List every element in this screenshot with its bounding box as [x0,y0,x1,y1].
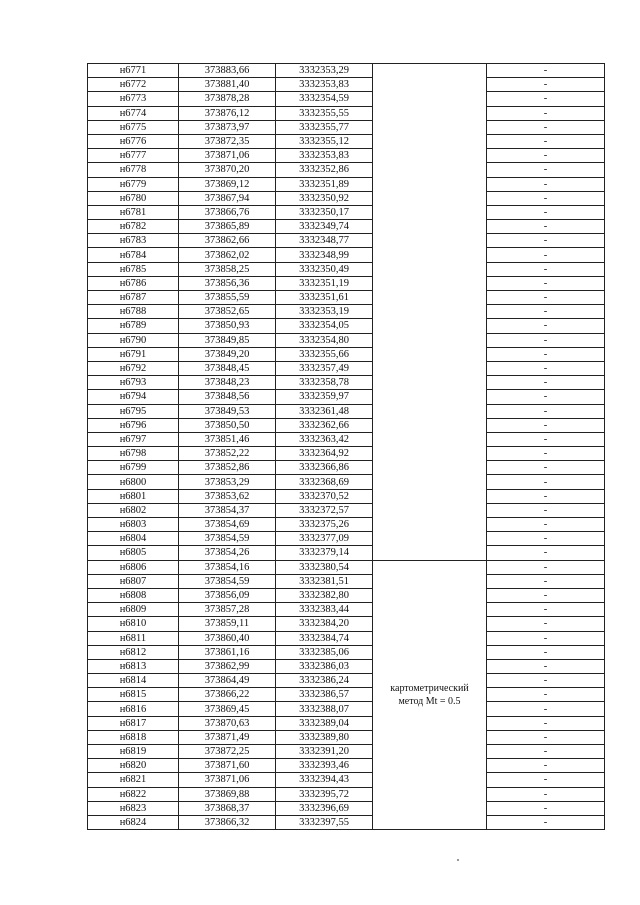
point-name-cell: н6822 [88,787,179,801]
accuracy-cell: - [487,333,605,347]
y-coordinate-cell: 3332351,61 [276,291,373,305]
table-row [88,291,605,305]
table-row [88,631,605,645]
y-coordinate-cell: 3332394,43 [276,773,373,787]
point-name-cell: н6814 [88,674,179,688]
y-coordinate-cell: 3332386,57 [276,688,373,702]
x-coordinate-cell: 373883,66 [179,64,276,78]
table-row [88,134,605,148]
x-coordinate-cell: 373852,86 [179,461,276,475]
y-coordinate-cell: 3332354,80 [276,333,373,347]
accuracy-cell: - [487,759,605,773]
point-name-cell: н6813 [88,659,179,673]
point-name-cell: н6810 [88,617,179,631]
point-name-cell: н6793 [88,376,179,390]
accuracy-cell: - [487,205,605,219]
accuracy-cell: - [487,149,605,163]
y-coordinate-cell: 3332381,51 [276,574,373,588]
accuracy-cell: - [487,220,605,234]
y-coordinate-cell: 3332353,83 [276,149,373,163]
point-name-cell: н6815 [88,688,179,702]
point-name-cell: н6783 [88,234,179,248]
point-name-cell: н6805 [88,546,179,560]
x-coordinate-cell: 373848,23 [179,376,276,390]
y-coordinate-cell: 3332379,14 [276,546,373,560]
accuracy-cell: - [487,702,605,716]
point-name-cell: н6790 [88,333,179,347]
y-coordinate-cell: 3332355,55 [276,106,373,120]
accuracy-cell: - [487,518,605,532]
accuracy-cell: - [487,631,605,645]
table-row [88,730,605,744]
accuracy-cell: - [487,106,605,120]
x-coordinate-cell: 373862,02 [179,248,276,262]
accuracy-cell: - [487,532,605,546]
table-row [88,702,605,716]
point-name-cell: н6799 [88,461,179,475]
y-coordinate-cell: 3332353,19 [276,305,373,319]
x-coordinate-cell: 373861,16 [179,645,276,659]
accuracy-cell: - [487,546,605,560]
accuracy-cell: - [487,78,605,92]
point-name-cell: н6773 [88,92,179,106]
table-row [88,319,605,333]
method-cell [373,560,487,830]
x-coordinate-cell: 373854,37 [179,503,276,517]
table-row [88,688,605,702]
table-row [88,92,605,106]
point-name-cell: н6776 [88,134,179,148]
point-name-cell: н6804 [88,532,179,546]
x-coordinate-cell: 373865,89 [179,220,276,234]
point-name-cell: н6812 [88,645,179,659]
accuracy-cell: - [487,234,605,248]
y-coordinate-cell: 3332382,80 [276,588,373,602]
table-row [88,815,605,829]
y-coordinate-cell: 3332397,55 [276,815,373,829]
point-name-cell: н6779 [88,177,179,191]
table-row [88,801,605,815]
accuracy-cell: - [487,645,605,659]
x-coordinate-cell: 373866,32 [179,815,276,829]
table-row [88,773,605,787]
x-coordinate-cell: 373857,28 [179,603,276,617]
accuracy-cell: - [487,773,605,787]
accuracy-cell: - [487,291,605,305]
table-row [88,716,605,730]
x-coordinate-cell: 373849,20 [179,347,276,361]
x-coordinate-cell: 373854,26 [179,546,276,560]
accuracy-cell: - [487,503,605,517]
x-coordinate-cell: 373850,93 [179,319,276,333]
method-label: картометрический метод Mt = 0.5 [390,682,469,707]
y-coordinate-cell: 3332375,26 [276,518,373,532]
x-coordinate-cell: 373862,99 [179,659,276,673]
table-row [88,205,605,219]
y-coordinate-cell: 3332355,12 [276,134,373,148]
y-coordinate-cell: 3332353,29 [276,64,373,78]
table-row [88,276,605,290]
x-coordinate-cell: 373868,37 [179,801,276,815]
y-coordinate-cell: 3332362,66 [276,418,373,432]
y-coordinate-cell: 3332352,86 [276,163,373,177]
x-coordinate-cell: 373851,46 [179,432,276,446]
y-coordinate-cell: 3332351,89 [276,177,373,191]
accuracy-cell: - [487,376,605,390]
x-coordinate-cell: 373871,06 [179,149,276,163]
accuracy-cell: - [487,248,605,262]
x-coordinate-cell: 373864,49 [179,674,276,688]
point-name-cell: н6774 [88,106,179,120]
y-coordinate-cell: 3332395,72 [276,787,373,801]
point-name-cell: н6803 [88,518,179,532]
accuracy-cell: - [487,716,605,730]
y-coordinate-cell: 3332357,49 [276,361,373,375]
point-name-cell: н6823 [88,801,179,815]
y-coordinate-cell: 3332354,59 [276,92,373,106]
table-row [88,560,605,574]
accuracy-cell: - [487,659,605,673]
y-coordinate-cell: 3332366,86 [276,461,373,475]
point-name-cell: н6806 [88,560,179,574]
table-row [88,361,605,375]
point-name-cell: н6795 [88,404,179,418]
table-row [88,376,605,390]
table-row [88,106,605,120]
point-name-cell: н6784 [88,248,179,262]
x-coordinate-cell: 373848,45 [179,361,276,375]
y-coordinate-cell: 3332348,99 [276,248,373,262]
accuracy-cell: - [487,617,605,631]
table-row [88,489,605,503]
x-coordinate-cell: 373854,59 [179,532,276,546]
table-row [88,759,605,773]
y-coordinate-cell: 3332384,74 [276,631,373,645]
table-row [88,588,605,602]
y-coordinate-cell: 3332364,92 [276,447,373,461]
x-coordinate-cell: 373872,35 [179,134,276,148]
y-coordinate-cell: 3332351,19 [276,276,373,290]
point-name-cell: н6775 [88,120,179,134]
point-name-cell: н6789 [88,319,179,333]
x-coordinate-cell: 373871,49 [179,730,276,744]
table-row [88,262,605,276]
table-row [88,177,605,191]
x-coordinate-cell: 373881,40 [179,78,276,92]
table-row [88,333,605,347]
table-row [88,503,605,517]
point-name-cell: н6796 [88,418,179,432]
accuracy-cell: - [487,120,605,134]
point-name-cell: н6785 [88,262,179,276]
x-coordinate-cell: 373871,06 [179,773,276,787]
x-coordinate-cell: 373854,59 [179,574,276,588]
point-name-cell: н6780 [88,191,179,205]
table-row [88,745,605,759]
accuracy-cell: - [487,461,605,475]
y-coordinate-cell: 3332389,80 [276,730,373,744]
y-coordinate-cell: 3332383,44 [276,603,373,617]
point-name-cell: н6794 [88,390,179,404]
y-coordinate-cell: 3332368,69 [276,475,373,489]
accuracy-cell: - [487,418,605,432]
accuracy-cell: - [487,801,605,815]
table-row [88,163,605,177]
table-row [88,518,605,532]
y-coordinate-cell: 3332359,97 [276,390,373,404]
point-name-cell: н6817 [88,716,179,730]
scan-speck [457,859,459,861]
x-coordinate-cell: 373876,12 [179,106,276,120]
y-coordinate-cell: 3332350,17 [276,205,373,219]
table-row [88,78,605,92]
table-row [88,418,605,432]
point-name-cell: н6771 [88,64,179,78]
point-name-cell: н6792 [88,361,179,375]
y-coordinate-cell: 3332363,42 [276,432,373,446]
y-coordinate-cell: 3332353,83 [276,78,373,92]
coordinates-table-body [88,64,605,830]
y-coordinate-cell: 3332385,06 [276,645,373,659]
table-row [88,447,605,461]
accuracy-cell: - [487,674,605,688]
x-coordinate-cell: 373860,40 [179,631,276,645]
x-coordinate-cell: 373870,63 [179,716,276,730]
x-coordinate-cell: 373866,76 [179,205,276,219]
y-coordinate-cell: 3332370,52 [276,489,373,503]
accuracy-cell: - [487,730,605,744]
point-name-cell: н6786 [88,276,179,290]
y-coordinate-cell: 3332389,04 [276,716,373,730]
point-name-cell: н6782 [88,220,179,234]
x-coordinate-cell: 373855,59 [179,291,276,305]
point-name-cell: н6777 [88,149,179,163]
point-name-cell: н6809 [88,603,179,617]
accuracy-cell: - [487,447,605,461]
accuracy-cell: - [487,134,605,148]
y-coordinate-cell: 3332388,07 [276,702,373,716]
table-row [88,574,605,588]
y-coordinate-cell: 3332393,46 [276,759,373,773]
table-row [88,461,605,475]
accuracy-cell: - [487,603,605,617]
y-coordinate-cell: 3332358,78 [276,376,373,390]
point-name-cell: н6802 [88,503,179,517]
x-coordinate-cell: 373849,53 [179,404,276,418]
y-coordinate-cell: 3332384,20 [276,617,373,631]
accuracy-cell: - [487,489,605,503]
accuracy-cell: - [487,404,605,418]
x-coordinate-cell: 373867,94 [179,191,276,205]
accuracy-cell: - [487,191,605,205]
table-row [88,191,605,205]
coordinates-table [87,63,605,830]
accuracy-cell: - [487,745,605,759]
table-row [88,603,605,617]
accuracy-cell: - [487,163,605,177]
point-name-cell: н6811 [88,631,179,645]
table-row [88,390,605,404]
point-name-cell: н6778 [88,163,179,177]
x-coordinate-cell: 373850,50 [179,418,276,432]
y-coordinate-cell: 3332391,20 [276,745,373,759]
point-name-cell: н6800 [88,475,179,489]
point-name-cell: н6821 [88,773,179,787]
table-row [88,787,605,801]
table-row [88,220,605,234]
x-coordinate-cell: 373849,85 [179,333,276,347]
point-name-cell: н6819 [88,745,179,759]
y-coordinate-cell: 3332396,69 [276,801,373,815]
x-coordinate-cell: 373858,25 [179,262,276,276]
accuracy-cell: - [487,92,605,106]
table-row [88,347,605,361]
y-coordinate-cell: 3332350,92 [276,191,373,205]
accuracy-cell: - [487,688,605,702]
point-name-cell: н6816 [88,702,179,716]
accuracy-cell: - [487,262,605,276]
x-coordinate-cell: 373871,60 [179,759,276,773]
x-coordinate-cell: 373866,22 [179,688,276,702]
point-name-cell: н6788 [88,305,179,319]
table-row [88,645,605,659]
point-name-cell: н6801 [88,489,179,503]
x-coordinate-cell: 373872,25 [179,745,276,759]
accuracy-cell: - [487,276,605,290]
accuracy-cell: - [487,432,605,446]
point-name-cell: н6781 [88,205,179,219]
table-row [88,617,605,631]
y-coordinate-cell: 3332377,09 [276,532,373,546]
point-name-cell: н6798 [88,447,179,461]
x-coordinate-cell: 373854,69 [179,518,276,532]
x-coordinate-cell: 373848,56 [179,390,276,404]
accuracy-cell: - [487,475,605,489]
accuracy-cell: - [487,347,605,361]
y-coordinate-cell: 3332380,54 [276,560,373,574]
x-coordinate-cell: 373856,09 [179,588,276,602]
point-name-cell: н6824 [88,815,179,829]
x-coordinate-cell: 373873,97 [179,120,276,134]
y-coordinate-cell: 3332355,77 [276,120,373,134]
accuracy-cell: - [487,319,605,333]
table-row [88,305,605,319]
accuracy-cell: - [487,588,605,602]
point-name-cell: н6787 [88,291,179,305]
x-coordinate-cell: 373854,16 [179,560,276,574]
x-coordinate-cell: 373856,36 [179,276,276,290]
y-coordinate-cell: 3332355,66 [276,347,373,361]
accuracy-cell: - [487,574,605,588]
table-row [88,546,605,560]
accuracy-cell: - [487,787,605,801]
accuracy-cell: - [487,361,605,375]
x-coordinate-cell: 373852,65 [179,305,276,319]
x-coordinate-cell: 373869,88 [179,787,276,801]
x-coordinate-cell: 373859,11 [179,617,276,631]
point-name-cell: н6818 [88,730,179,744]
accuracy-cell: - [487,177,605,191]
y-coordinate-cell: 3332372,57 [276,503,373,517]
point-name-cell: н6820 [88,759,179,773]
table-row [88,64,605,78]
accuracy-cell: - [487,560,605,574]
table-row [88,149,605,163]
y-coordinate-cell: 3332361,48 [276,404,373,418]
method-cell [373,64,487,561]
table-row [88,475,605,489]
table-row [88,120,605,134]
x-coordinate-cell: 373853,62 [179,489,276,503]
accuracy-cell: - [487,305,605,319]
x-coordinate-cell: 373853,29 [179,475,276,489]
point-name-cell: н6808 [88,588,179,602]
y-coordinate-cell: 3332348,77 [276,234,373,248]
table-row [88,432,605,446]
y-coordinate-cell: 3332350,49 [276,262,373,276]
point-name-cell: н6807 [88,574,179,588]
point-name-cell: н6797 [88,432,179,446]
table-row [88,659,605,673]
x-coordinate-cell: 373852,22 [179,447,276,461]
y-coordinate-cell: 3332386,03 [276,659,373,673]
y-coordinate-cell: 3332349,74 [276,220,373,234]
accuracy-cell: - [487,390,605,404]
x-coordinate-cell: 373869,45 [179,702,276,716]
accuracy-cell: - [487,64,605,78]
x-coordinate-cell: 373878,28 [179,92,276,106]
accuracy-cell: - [487,815,605,829]
table-row [88,234,605,248]
x-coordinate-cell: 373869,12 [179,177,276,191]
point-name-cell: н6772 [88,78,179,92]
y-coordinate-cell: 3332386,24 [276,674,373,688]
table-row [88,532,605,546]
x-coordinate-cell: 373862,66 [179,234,276,248]
table-row [88,674,605,688]
x-coordinate-cell: 373870,20 [179,163,276,177]
y-coordinate-cell: 3332354,05 [276,319,373,333]
table-row [88,404,605,418]
point-name-cell: н6791 [88,347,179,361]
table-row [88,248,605,262]
